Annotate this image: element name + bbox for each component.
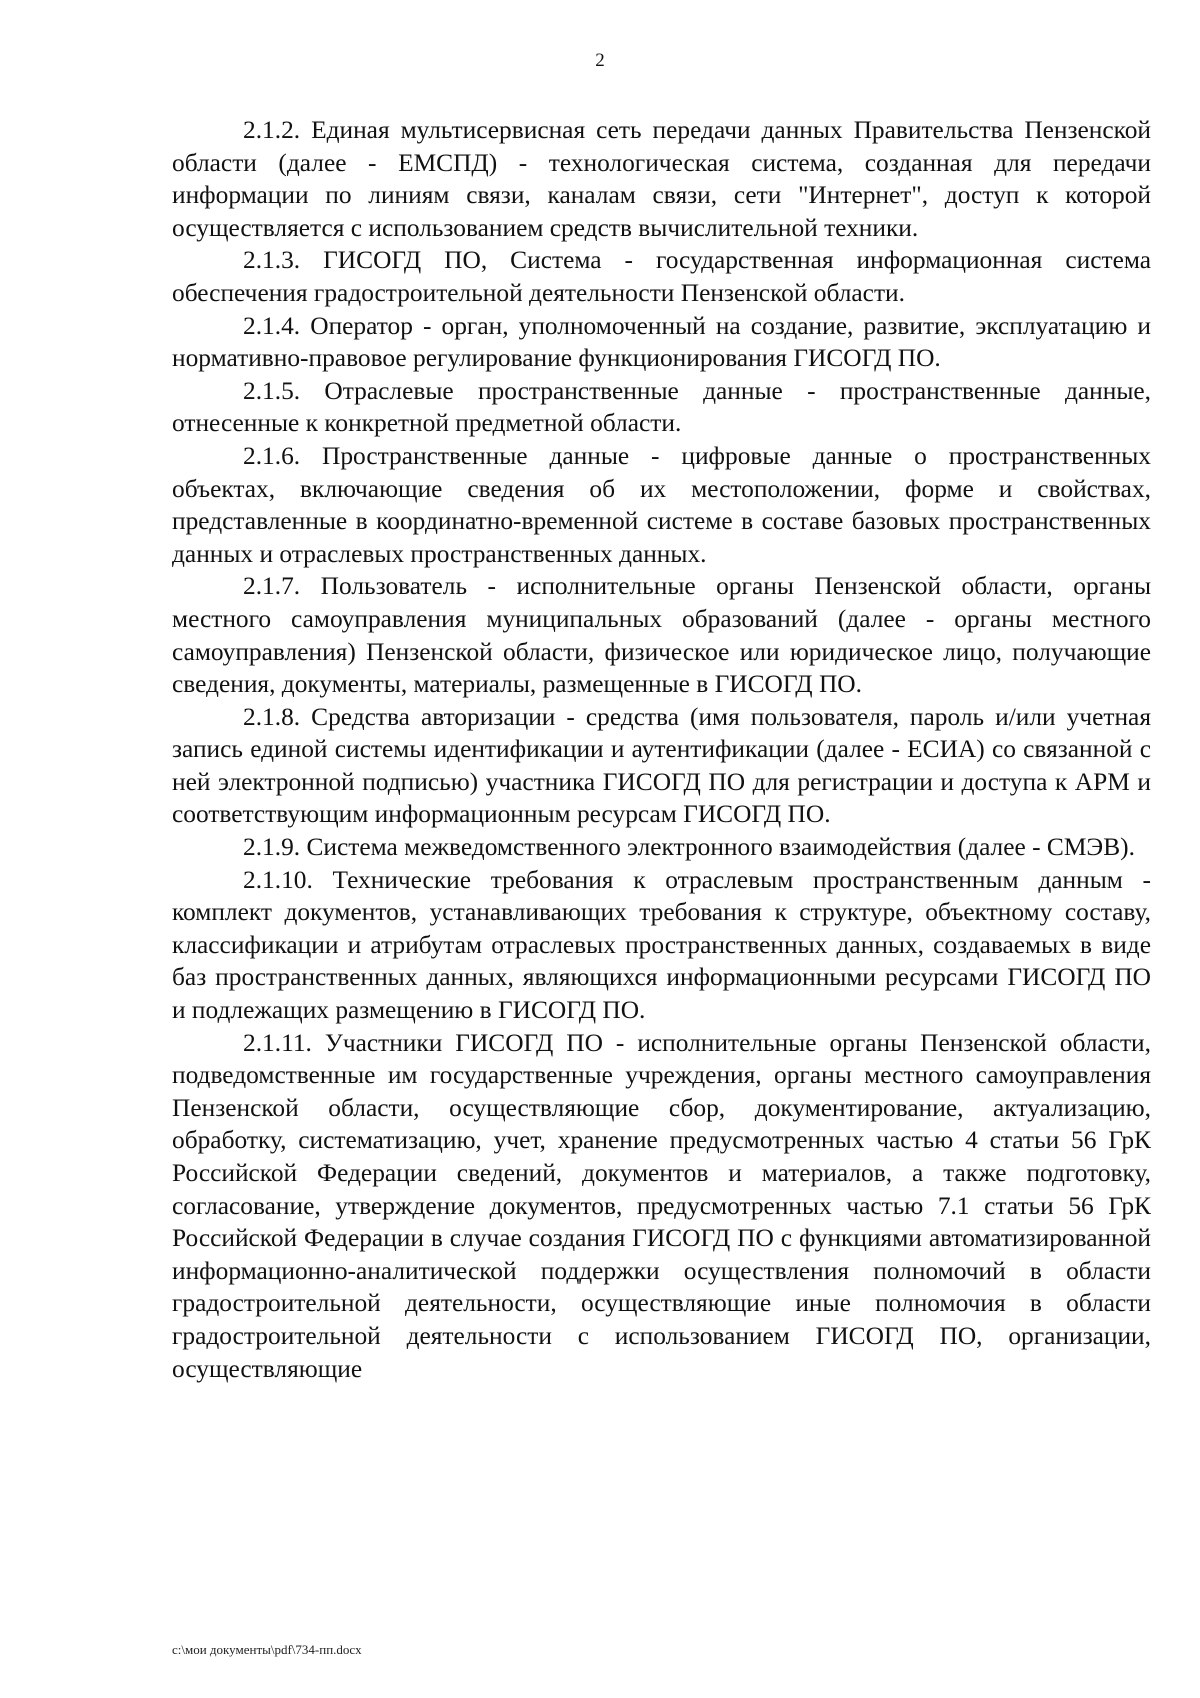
page-number: 2 [595,50,605,71]
document-body [172,114,1151,1385]
paragraph-2-1-11: 2.1.11. Участники ГИСОГД ПО - исполнительные органы Пензенской области, подведомственные им государственные учреждения, органы местного самоуправления Пензенской области, осуществляющие сбор, документирование, актуализацию, обработку, систематизацию, учет, хранение предусмотренных частью 4 статьи 56 ГрК Российской Федерации сведений, документов и материалов, а также подготовку, согласование, утверждение документов, предусмотренных частью 7.1 статьи 56 ГрК Российской Федерации в случае создания ГИСОГД ПО с функциями автоматизированной информационно-аналитической поддержки осуществления полномочий в области градостроительной деятельности, осуществляющие иные полномочия в области градостроительной деятельности с использованием ГИСОГД ПО, организации, осуществляющие [172,1028,1151,1383]
paragraph-2-1-10: 2.1.10. Технические требования к отраслевым пространственным данным - комплект документов, устанавливающих требования к структуре, объектному составу, классификации и атрибутам отраслевых пространственных данных, создаваемых в виде баз пространственных данных, являющихся информационными ресурсами ГИСОГД ПО и подлежащих размещению в ГИСОГД ПО. [172,865,1151,1025]
paragraph-2-1-6: 2.1.6. Пространственные данные - цифровые данные о пространственных объектах, включающие сведения об их местоположении, форме и свойствах, представленные в координатно-временной системе в составе базовых пространственных данных и отраслевых пространственных данных. [172,441,1151,568]
paragraph-2-1-8: 2.1.8. Средства авторизации - средства (имя пользователя, пароль и/или учетная запись единой системы идентификации и аутентификации (далее - ЕСИА) со связанной с ней электронной подписью) участника ГИСОГД ПО для регистрации и доступа к АРМ и соответствующим информационным ресурсам ГИСОГД ПО. [172,702,1151,829]
paragraph-2-1-7: 2.1.7. Пользователь - исполнительные органы Пензенской области, органы местного самоуправления муниципальных образований (далее - органы местного самоуправления) Пензенской области, физическое или юридическое лицо, получающие сведения, документы, материалы, размещенные в ГИСОГД ПО. [172,572,1151,699]
paragraph-2-1-5: 2.1.5. Отраслевые пространственные данные - пространственные данные, отнесенные к конкретной предметной области. [172,376,1151,438]
paragraph-2-1-4: 2.1.4. Оператор - орган, уполномоченный на создание, развитие, эксплуатацию и нормативно-правовое регулирование функционирования ГИСОГД ПО. [172,311,1151,373]
footer-file-path: c:\мои документы\pdf\734-пп.docx [172,1642,362,1657]
paragraph-2-1-9: 2.1.9. Система межведомственного электронного взаимодействия (далее - СМЭВ). [243,833,1135,862]
paragraph-2-1-3: 2.1.3. ГИСОГД ПО, Система - государственная информационная система обеспечения градостроительной деятельности Пензенской области. [172,246,1151,307]
paragraph-2-1-2: 2.1.2. Единая мультисервисная сеть передачи данных Правительства Пензенской области (далее - ЕМСПД) - технологическая система, созданная для передачи информации по линиям связи, каналам связи, сети "Интернет", доступ к которой осуществляется с использованием средств вычислительной техники. [172,116,1151,242]
